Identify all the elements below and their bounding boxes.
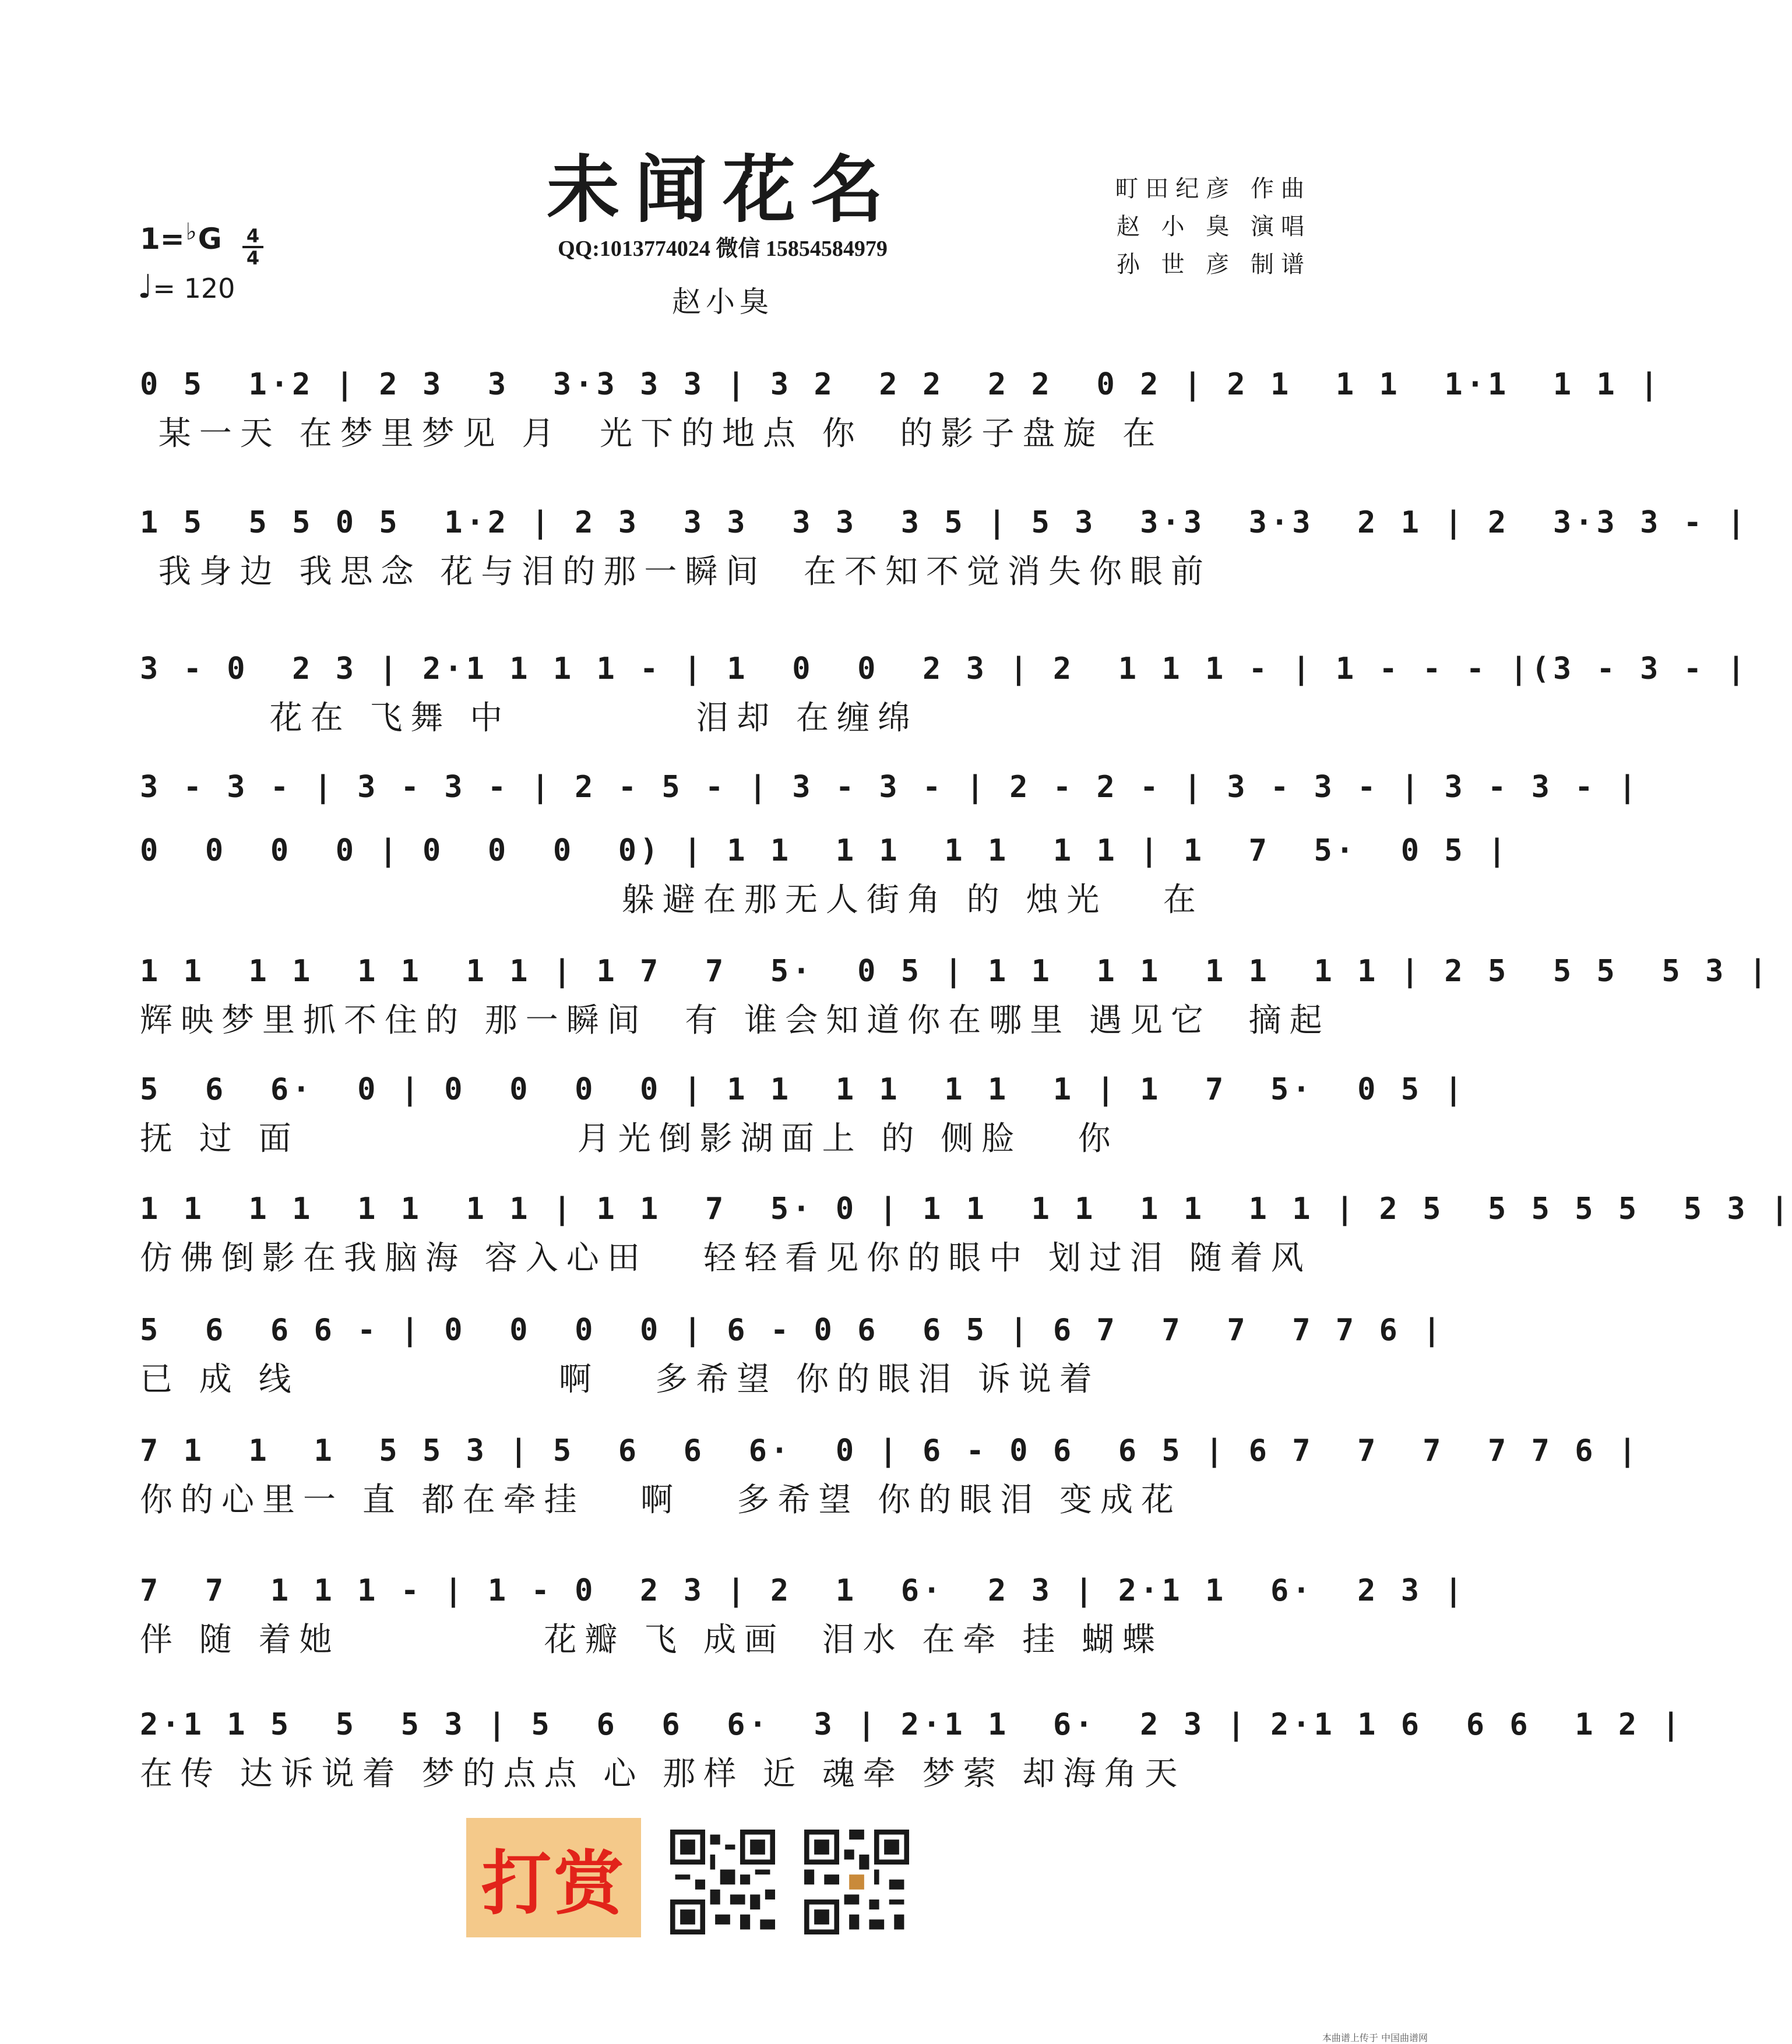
time-bottom: 4 [242,246,263,268]
key-prefix: 1= [140,222,185,256]
credit-composer: 町田纪彦 作曲 [1115,175,1311,202]
lyric-line: 在传 达诉说着 梦的点点 心 那样 近 魂牵 梦萦 却海角天 [140,1755,1186,1793]
notation-line: 5 6 6· 0 | 0 0 0 0 | 1 1 1 1 1 1 1 | 1 7 5· 0 5 | [140,1072,1466,1107]
key-signature [140,219,222,256]
lyric-line: 某一天 在梦里梦见 月 光下的地点 你 的影子盘旋 在 [140,415,1164,453]
notation-line: 5 6 6 6 - | 0 0 0 0 | 6 - 0 6 6 5 | 6 7 7 7 7 7 6 | [140,1313,1445,1348]
credit-singer: 赵 小 臭 演唱 [1116,213,1311,240]
tempo-marking [138,268,235,306]
notation-line: 2·1 1 5 5 5 3 | 5 6 6 6· 3 | 2·1 1 6· 2 3 | 2·1 1 6 6 6 1 2 | [140,1707,1684,1742]
notation-line: 7 7 1 1 1 - | 1 - 0 2 3 | 2 1 6· 2 3 | 2·1 1 6· 2 3 | [140,1573,1466,1608]
lyric-line: 花在 飞舞 中 泪却 在缠绵 [140,699,919,737]
lyric-line: 已 成 线 啊 多希望 你的眼泪 诉说着 [140,1361,1100,1398]
key-note: G [198,222,222,256]
time-signature [242,226,263,268]
lyric-line: 仿佛倒影在我脑海 容入心田 轻轻看见你的眼中 划过泪 随着风 [140,1239,1312,1277]
notation-line: 1 5 5 5 0 5 1·2 | 2 3 3 3 3 3 3 5 | 5 3 3·3 3·3 2 1 | 2 3·3 3 - | [140,505,1749,540]
notation-line: 0 5 1·2 | 2 3 3 3·3 3 3 | 3 2 2 2 2 2 0 2 | 2 1 1 1 1·1 1 1 | [140,367,1662,402]
lyric-line: 抚 过 面 月光倒影湖面上 的 侧脸 你 [140,1120,1119,1158]
song-title: 未闻花名 [547,147,899,232]
notation-line: 0 0 0 0 | 0 0 0 0) | 1 1 1 1 1 1 1 1 | 1 7 5· 0 5 | [140,833,1510,868]
notation-line: 1 1 1 1 1 1 1 1 | 1 1 7 5· 0 | 1 1 1 1 1 1 1 1 | 2 5 5 5 5 5 5 3 | [140,1192,1792,1227]
quarter-note-icon: ♩ [138,268,153,306]
lyric-line: 躲避在那无人街角 的 烛光 在 [140,881,1204,919]
singer-name: 赵小臭 [672,285,773,319]
notation-line: 7 1 1 1 5 5 3 | 5 6 6 6· 0 | 6 - 0 6 6 5 | 6 7 7 7 7 7 6 | [140,1433,1640,1468]
alipay-qr-code-icon [804,1830,909,1934]
reward-button[interactable]: 打赏 [466,1818,641,1937]
contact-line: QQ:1013774024 微信 15854584979 [558,237,888,261]
time-top: 4 [246,225,260,247]
notation-line: 1 1 1 1 1 1 1 1 | 1 7 7 5· 0 5 | 1 1 1 1 1 1 1 1 | 2 5 5 5 5 3 | [140,954,1770,989]
upload-note: 本曲谱上传于 中国曲谱网 [1322,2032,1428,2043]
lyric-line: 我身边 我思念 花与泪的那一瞬间 在不知不觉消失你眼前 [140,553,1212,591]
credit-arranger: 孙 世 彦 制谱 [1116,251,1311,278]
notation-line: 3 - 0 2 3 | 2·1 1 1 1 - | 1 0 0 2 3 | 2 1 1 1 - | 1 - - - |(3 - 3 - | [140,651,1749,686]
lyric-line: 你的心里一 直 都在牵挂 啊 多希望 你的眼泪 变成花 [140,1481,1182,1519]
flat-sign: ♭ [185,219,197,245]
wechat-qr-code-icon [670,1830,775,1934]
notation-line: 3 - 3 - | 3 - 3 - | 2 - 5 - | 3 - 3 - | 2 - 2 - | 3 - 3 - | 3 - 3 - | [140,770,1640,805]
lyric-line: 伴 随 着她 花瓣 飞 成画 泪水 在牵 挂 蝴蝶 [140,1621,1164,1659]
lyric-line: 辉映梦里抓不住的 那一瞬间 有 谁会知道你在哪里 遇见它 摘起 [140,1002,1330,1039]
tempo-value: = 120 [153,273,235,304]
